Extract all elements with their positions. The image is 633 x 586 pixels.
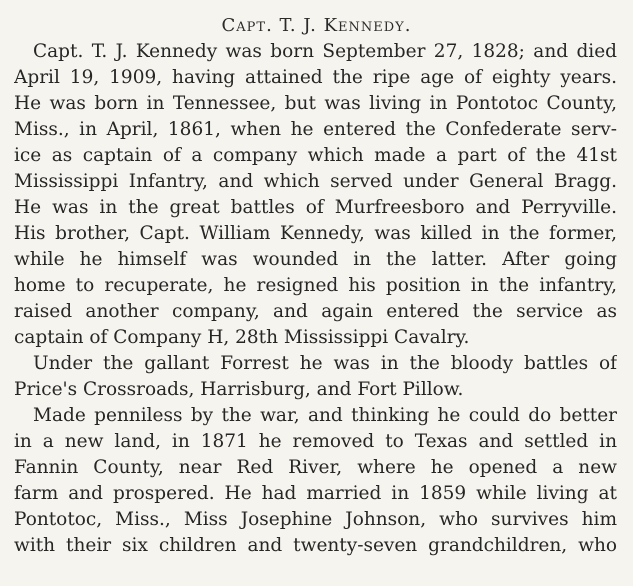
- text-line-10: home to recuperate, he resigned his position in the infantry,: [14, 275, 617, 296]
- text-line-9: while he himself was wounded in the latter. After going: [14, 249, 617, 270]
- text-line-19: Pontotoc, Miss., Miss Josephine Johnson, who survives him: [14, 509, 617, 530]
- text-line-4: Miss., in April, 1861, when he entered the Confederate serv-: [14, 119, 617, 140]
- text-line-18: farm and prospered. He had married in 1859 while living at: [14, 483, 617, 504]
- text-line-16: in a new land, in 1871 he removed to Texas and settled in: [14, 431, 617, 452]
- text-line-3: He was born in Tennessee, but was living in Pontotoc County,: [14, 93, 617, 114]
- text-line-2: April 19, 1909, having attained the ripe age of eighty years.: [14, 67, 617, 88]
- text-line-15: Made penniless by the war, and thinking he could do better: [33, 405, 617, 426]
- text-line-1: Capt. T. J. Kennedy was born September 27, 1828; and died: [33, 41, 617, 62]
- text-line-14: Price's Crossroads, Harrisburg, and Fort Pillow.: [14, 379, 464, 400]
- text-line-5: ice as captain of a company which made a part of the 41st: [14, 145, 617, 166]
- text-line-7: He was in the great battles of Murfreesboro and Perryville.: [14, 197, 617, 218]
- text-line-13: Under the gallant Forrest he was in the bloody battles of: [33, 353, 617, 374]
- text-line-12: captain of Company H, 28th Mississippi Cavalry.: [14, 327, 470, 348]
- article-title: Capt. T. J. Kennedy.: [221, 15, 412, 36]
- text-line-8: His brother, Capt. William Kennedy, was killed in the former,: [14, 223, 617, 244]
- text-line-6: Mississippi Infantry, and which served under General Bragg.: [14, 171, 617, 192]
- text-line-20: with their six children and twenty-seven grandchildren, who: [14, 535, 617, 556]
- text-line-17: Fannin County, near Red River, where he opened a new: [14, 457, 617, 478]
- text-line-11: raised another company, and again entered the service as: [14, 301, 617, 322]
